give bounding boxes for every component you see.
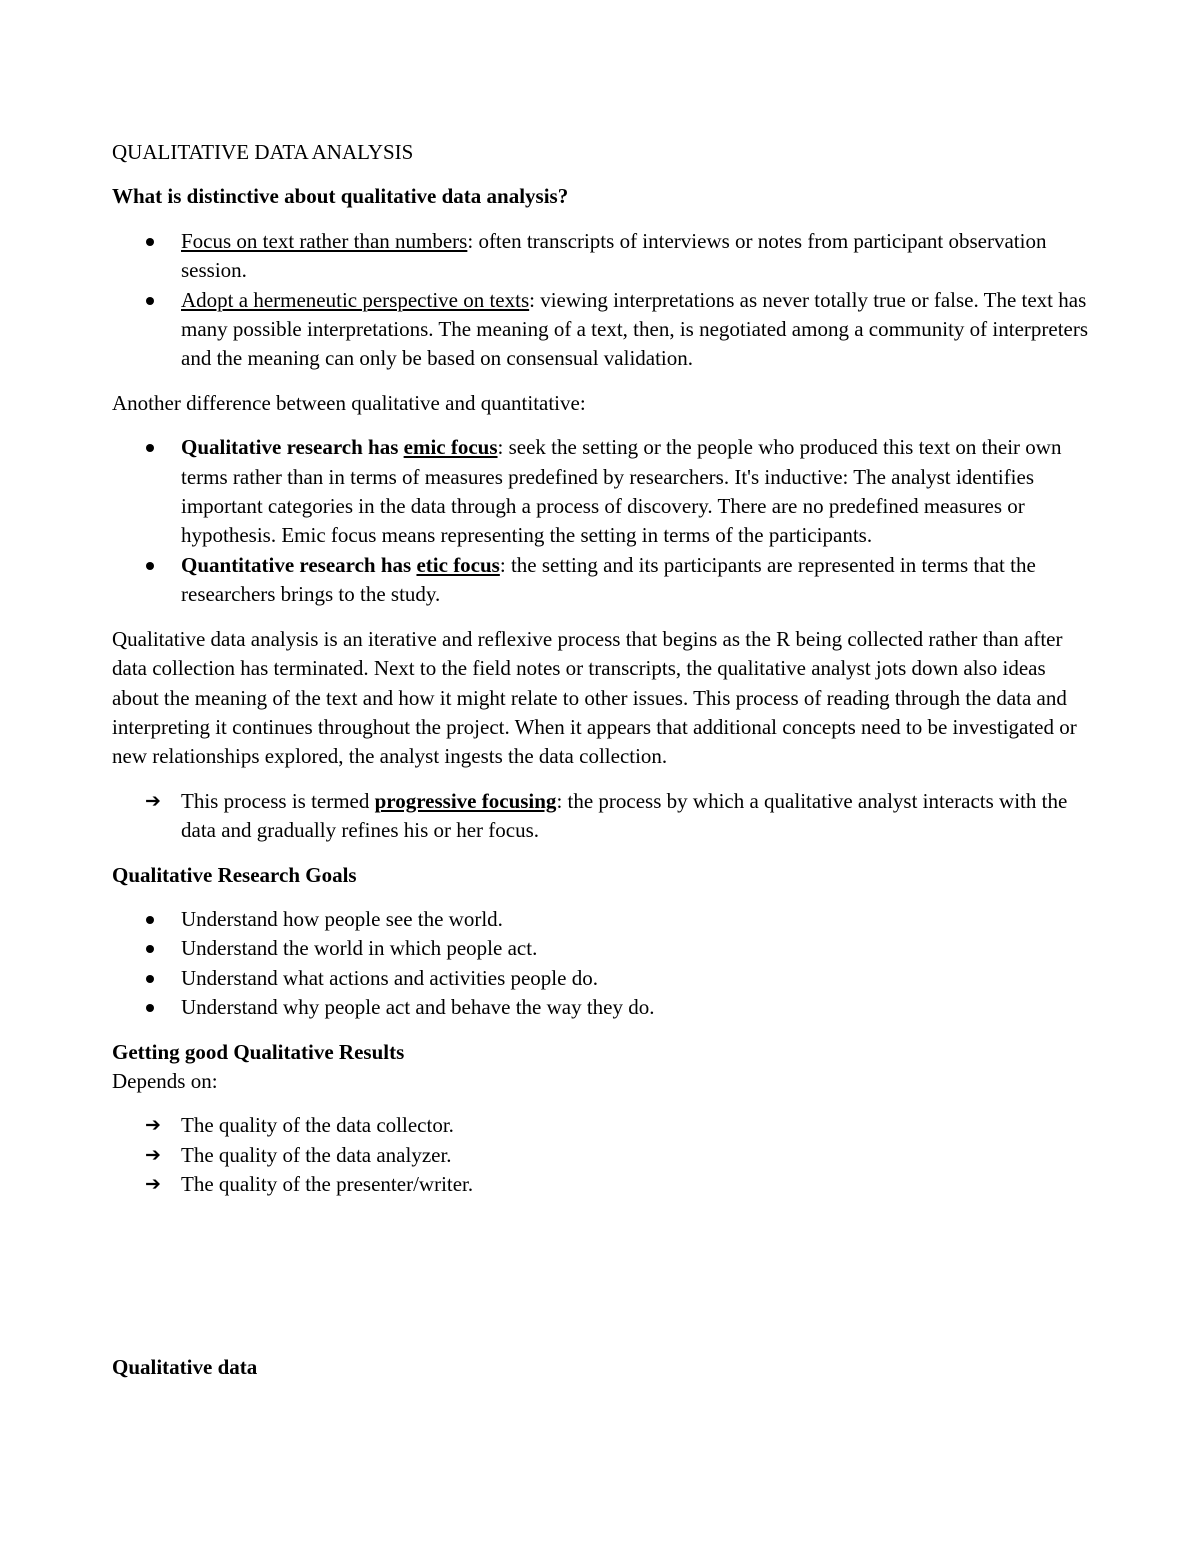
list-item: [112, 1170, 1092, 1199]
list-item: [112, 1111, 1092, 1140]
item-text: : seek the setting or the people who produced this text on their own terms rather than in terms of measures predefined by researchers. It's inductive: The analyst identifies important categories in the data through a process of discovery. There are no predefined measures or hypothesis. Emic focus means representing the setting in terms of the participants.: [181, 435, 1062, 548]
arrow-right-icon: ➔: [145, 1173, 161, 1196]
progressive-list: [112, 787, 1092, 846]
list-item: [112, 934, 1092, 963]
difference-intro: Another difference between qualitative and quantitative:: [112, 390, 586, 415]
item-lead: Qualitative research has: [181, 435, 404, 460]
item-term: progressive focusing: [374, 788, 557, 813]
list-item: [112, 993, 1092, 1022]
results-subtext: Depends on:: [112, 1068, 218, 1093]
item-text: : viewing interpretations as never totally true or false. The text has many possible interpretations. The meaning of a text, then, is negotiated among a community of interpreters and the meaning can only be based on consensual validation.: [181, 287, 1089, 371]
item-text: The quality of the data analyzer.: [181, 1142, 452, 1167]
document-page: [112, 138, 1092, 1397]
item-text: Understand why people act and behave the way they do.: [181, 995, 655, 1020]
item-text: : the setting and its participants are represented in terms that the researchers brings to the study.: [181, 552, 1036, 607]
goals-list: [112, 905, 1092, 1023]
iterative-paragraph: Qualitative data analysis is an iterative and reflexive process that begins as the R being collected rather than after data collection has terminated. Next to the field notes or transcripts, the qualitative analyst jots down also ideas about the meaning of the text and how it might relate to other issues. This process of reading through the data and interpreting it continues throughout the project. When it appears that additional concepts need to be investigated or new relationships explored, the analyst ingests the data collection.: [112, 626, 1077, 769]
document-title: QUALITATIVE DATA ANALYSIS: [112, 140, 414, 164]
item-term: Adopt a hermeneutic perspective on texts: [181, 287, 530, 312]
page-spacer: [112, 1215, 1092, 1353]
focus-list: [112, 433, 1092, 609]
item-text: The quality of the data collector.: [181, 1113, 454, 1138]
list-item: [112, 964, 1092, 993]
item-text: : the process by which a qualitative analyst interacts with the data and gradually refines his or her focus.: [181, 788, 1068, 843]
item-term: emic focus: [403, 435, 498, 460]
item-term: Focus on text rather than numbers: [181, 228, 468, 253]
section-heading-distinctive: What is distinctive about qualitative data analysis?: [112, 184, 569, 209]
section-heading-results: Getting good Qualitative Results: [112, 1039, 405, 1064]
list-item: [112, 227, 1092, 286]
list-item: [112, 905, 1092, 934]
list-item: [112, 286, 1092, 374]
item-term: etic focus: [416, 552, 500, 577]
arrow-right-icon: ➔: [145, 1143, 161, 1166]
item-text: The quality of the presenter/writer.: [181, 1172, 474, 1197]
list-item: [112, 787, 1092, 846]
item-text: Understand the world in which people act.: [181, 936, 538, 961]
arrow-right-icon: ➔: [145, 789, 161, 812]
list-item: [112, 1141, 1092, 1170]
item-text: Understand how people see the world.: [181, 906, 503, 931]
item-lead: This process is termed: [181, 788, 375, 813]
item-lead: Quantitative research has: [181, 552, 417, 577]
list-item: [112, 433, 1092, 551]
arrow-right-icon: ➔: [145, 1114, 161, 1137]
distinctive-list: [112, 227, 1092, 374]
item-text: Understand what actions and activities people do.: [181, 965, 598, 990]
results-list: [112, 1111, 1092, 1199]
item-text: : often transcripts of interviews or notes from participant observation session.: [181, 228, 1047, 283]
section-heading-goals: Qualitative Research Goals: [112, 862, 357, 887]
list-item: [112, 551, 1092, 610]
section-heading-qualitative-data: Qualitative data: [112, 1354, 258, 1379]
